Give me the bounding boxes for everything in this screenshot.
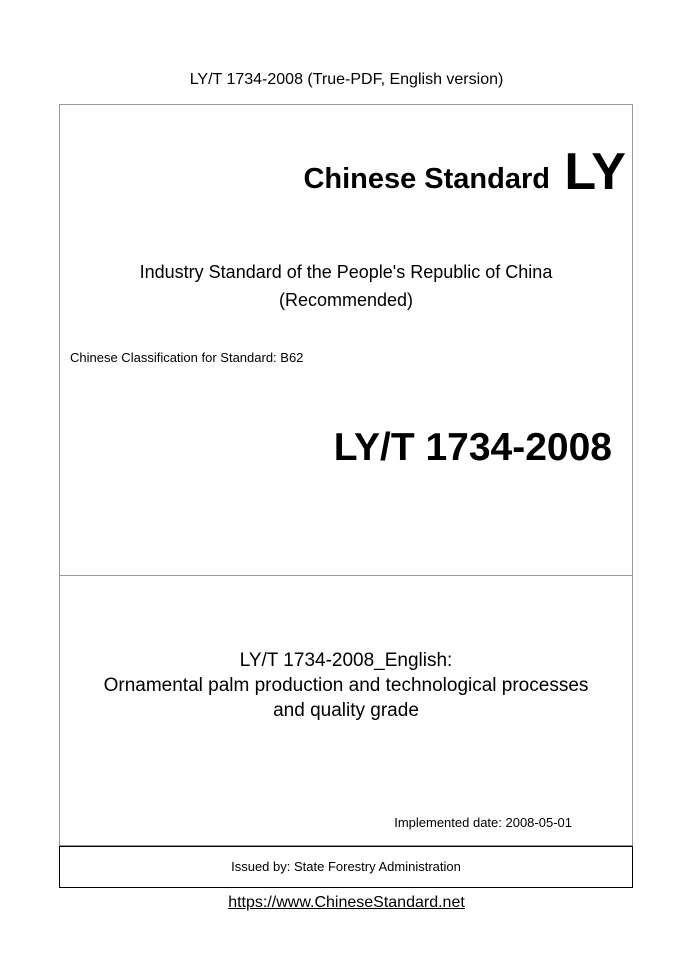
cover-upper-section bbox=[60, 105, 632, 576]
website-link[interactable]: https://www.ChineseStandard.net bbox=[228, 894, 465, 911]
title-line: LY/T 1734-2008_English: bbox=[239, 650, 453, 671]
document-title bbox=[60, 648, 632, 723]
implemented-date: Implemented date: 2008-05-01 bbox=[394, 815, 572, 830]
document-header: LY/T 1734-2008 (True-PDF, English version) bbox=[189, 71, 504, 88]
industry-standard-line: Industry Standard of the People's Republic of China bbox=[139, 262, 553, 282]
footer bbox=[0, 893, 693, 913]
issued-by-box: Issued by: State Forestry Administration bbox=[59, 846, 633, 888]
standard-number: LY/T 1734-2008 bbox=[333, 426, 612, 469]
standard-prefix-mark: LY bbox=[564, 143, 626, 201]
series-title: Chinese Standard bbox=[303, 163, 550, 195]
recommended-line: (Recommended) bbox=[278, 290, 414, 310]
classification-line: Chinese Classification for Standard: B62 bbox=[70, 350, 304, 365]
title-line: and quality grade bbox=[273, 700, 419, 721]
title-line: Ornamental palm production and technological processes bbox=[103, 675, 589, 696]
cover-frame bbox=[59, 104, 633, 846]
